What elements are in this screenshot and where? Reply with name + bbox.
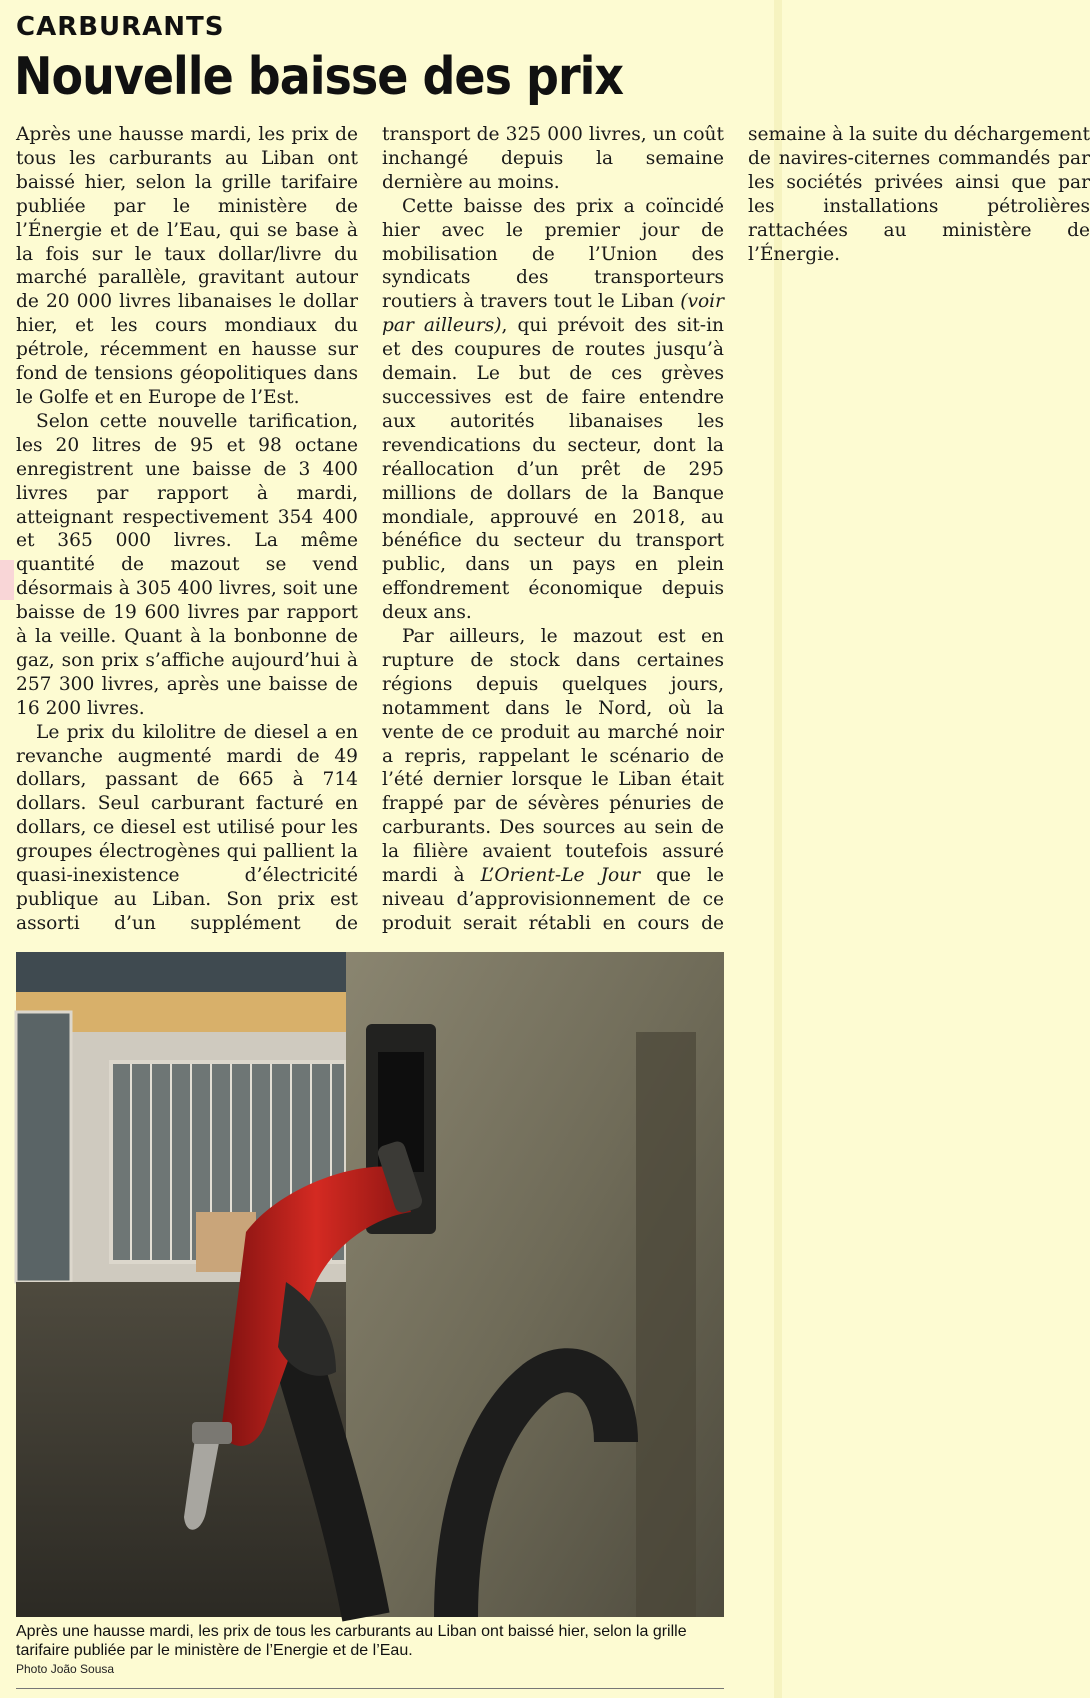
- margin-mark: [0, 560, 14, 600]
- paragraph-5-text-b: que le niveau d’approvisionnement de ce produit serait rétabli en cours de semaine à la suite du déchargement de navires-citernes commandés par les sociétés privées ainsi que par les installations pétrolières rattachées au ministère de l’Énergie.: [382, 124, 1090, 934]
- fuel-pump-photo: [16, 952, 724, 1617]
- paragraph-4: [382, 195, 724, 625]
- photo-caption: Après une hausse mardi, les prix de tous les carburants au Liban ont baissé hier, selon la grille tarifaire publiée par le ministère de l’Energie et de l’Eau.: [16, 1623, 687, 1659]
- article-body: [16, 123, 1090, 938]
- section-kicker: CARBURANTS: [16, 12, 225, 42]
- paragraph-4-text-b: , qui prévoit des sit-in et des coupures de routes jusqu’à demain. Le but de ces grèves successives est de faire entendre aux autorités libanaises les revendications du secteur, dont la réallocation d’un prêt de 295 millions de dollars de la Banque mondiale, approuvé en 2018, au bénéfice du secteur du transport public, dans un pays en plein effondrement économique depuis deux ans.: [382, 315, 724, 624]
- paragraph-2: Selon cette nouvelle tarification, les 20 litres de 95 et 98 octane enregistrent une baisse de 3 400 livres par rapport à mardi, atteignant respectivement 354 400 et 365 000 livres. La même quantité de mazout se vend désormais à 305 400 livres, soit une baisse de 19 600 livres par rapport à la veille. Quant à la bonbonne de gaz, son prix s’affiche aujourd’hui à 257 300 livres, après une baisse de 16 200 livres.: [16, 410, 358, 719]
- paragraph-5-text-a: Par ailleurs, le mazout est en rupture de stock dans certaines régions depuis quelques jours, notamment dans le Nord, où la vente de ce produit au marché noir a repris, rappelant le scénario de l’été dernier lorsque le Liban était frappé par de sévères pénuries de carburants. Des sources au sein de la filière avaient toutefois assuré mardi à: [382, 626, 724, 887]
- article-headline: Nouvelle baisse des prix: [14, 46, 624, 107]
- paragraph-4-text-a: Cette baisse des prix a coïncidé hier avec le premier jour de mobilisation de l’Union des syndicats des transporteurs routiers à travers tout le Liban: [382, 195, 724, 313]
- fuel-nozzle-illustration: [16, 952, 724, 1617]
- paragraph-1: Après une hausse mardi, les prix de tous les carburants au Liban ont baissé hier, selon la grille tarifaire publiée par le ministère de l’Énergie et de l’Eau, qui se base à la fois sur le taux dollar/livre du marché parallèle, gravitant autour de 20 000 livres libanaises le dollar hier, et les cours mondiaux du pétrole, récemment en hausse sur fond de tensions géopolitiques dans le Golfe et en Europe de l’Est.: [16, 124, 358, 408]
- cross-reference: (voir par ailleurs): [382, 291, 724, 337]
- paragraph-3: Le prix du kilolitre de diesel a en revanche augmenté mardi de 49 dollars, passant de 665 à 714 dollars. Seul carburant facturé en dollars, ce diesel est utilisé pour les groupes électrogènes qui pallient la quasi-inexistence d’électricité publique au Liban. Son prix est assorti d’un supplément de transport de 325 000 livres, un coût inchangé depuis la semaine dernière au moins.: [16, 124, 724, 934]
- photo-credit: Photo João Sousa: [16, 1662, 115, 1676]
- newspaper-name: L’Orient-Le Jour: [480, 865, 641, 887]
- bottom-rule: [16, 1688, 724, 1689]
